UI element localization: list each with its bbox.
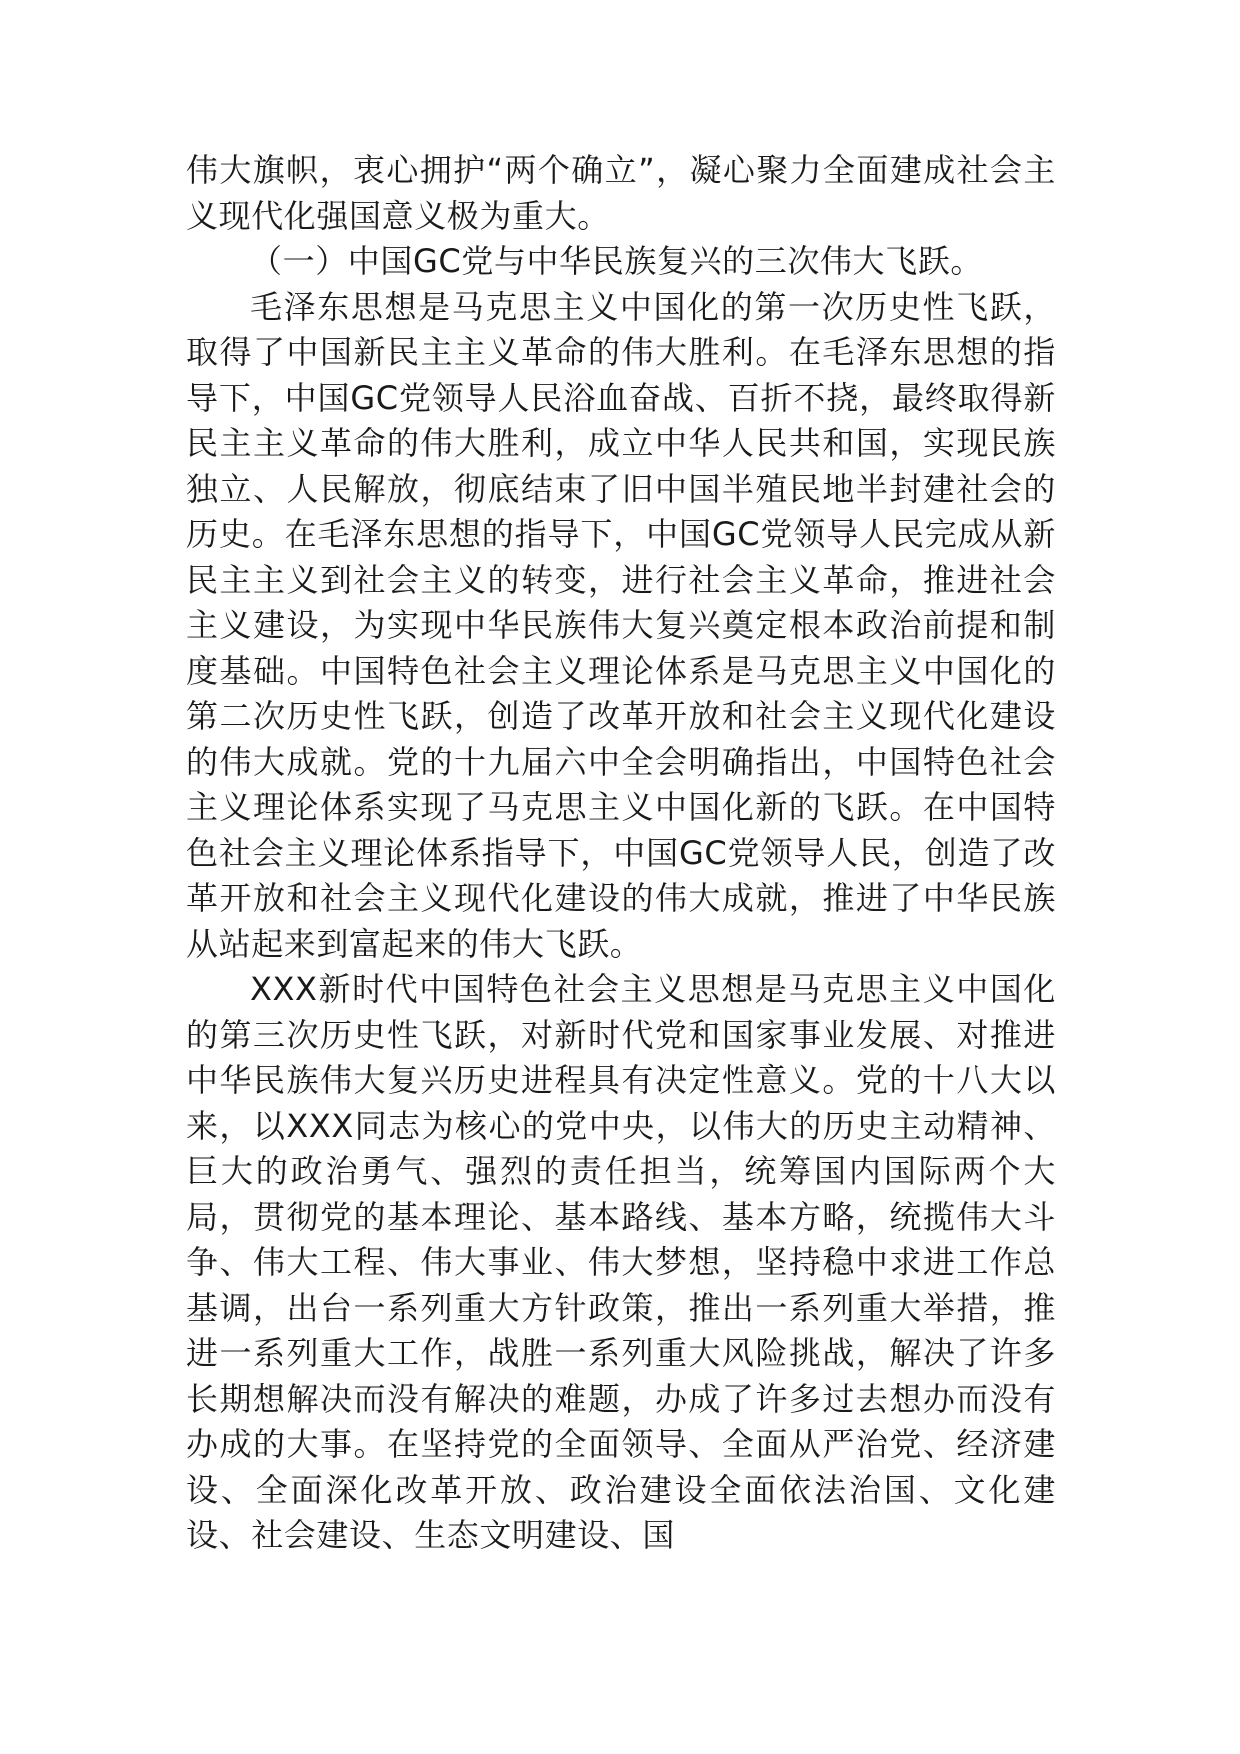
document-body bbox=[186, 148, 1056, 1559]
paragraph-new-era-thought: XXX新时代中国特色社会主义思想是马克思主义中国化的第三次历史性飞跃，对新时代党和国家事业发展、对推进中华民族伟大复兴历史进程具有决定性意义。党的十八大以来，以XXX同志为核心的党中央，以伟大的历史主动精神、巨大的政治勇气、强烈的责任担当，统筹国内国际两个大局，贯彻党的基本理论、基本路线、基本方略，统揽伟大斗争、伟大工程、伟大事业、伟大梦想，坚持稳中求进工作总基调，出台一系列重大方针政策，推出一系列重大举措，推进一系列重大工作，战胜一系列重大风险挑战，解决了许多长期想解决而没有解决的难题，办成了许多过去想办而没有办成的大事。在坚持党的全面领导、全面从严治党、经济建设、全面深化改革开放、政治建设全面依法治国、文化建设、社会建设、生态文明建设、国 bbox=[186, 970, 1056, 1554]
paragraph-mao-thought: 毛泽东思想是马克思主义中国化的第一次历史性飞跃，取得了中国新民主主义革命的伟大胜利。在毛泽东思想的指导下，中国GC党领导人民浴血奋战、百折不挠，最终取得新民主主义革命的伟大胜利，成立中华人民共和国，实现民族独立、人民解放，彻底结束了旧中国半殖民地半封建社会的历史。在毛泽东思想的指导下，中国GC党领导人民完成从新民主主义到社会主义的转变，进行社会主义革命，推进社会主义建设，为实现中华民族伟大复兴奠定根本政治前提和制度基础。中国特色社会主义理论体系是马克思主义中国化的第二次历史性飞跃，创造了改革开放和社会主义现代化建设的伟大成就。党的十九届六中全会明确指出，中国特色社会主义理论体系实现了马克思主义中国化新的飞跃。在中国特色社会主义理论体系指导下，中国GC党领导人民，创造了改革开放和社会主义现代化建设的伟大成就，推进了中华民族从站起来到富起来的伟大飞跃。 bbox=[186, 287, 1056, 963]
section-heading: （一）中国GC党与中华民族复兴的三次伟大飞跃。 bbox=[250, 242, 983, 280]
paragraph-continuation: 伟大旗帜，衷心拥护“两个确立”，凝心聚力全面建成社会主义现代化强国意义极为重大。 bbox=[186, 151, 1056, 235]
